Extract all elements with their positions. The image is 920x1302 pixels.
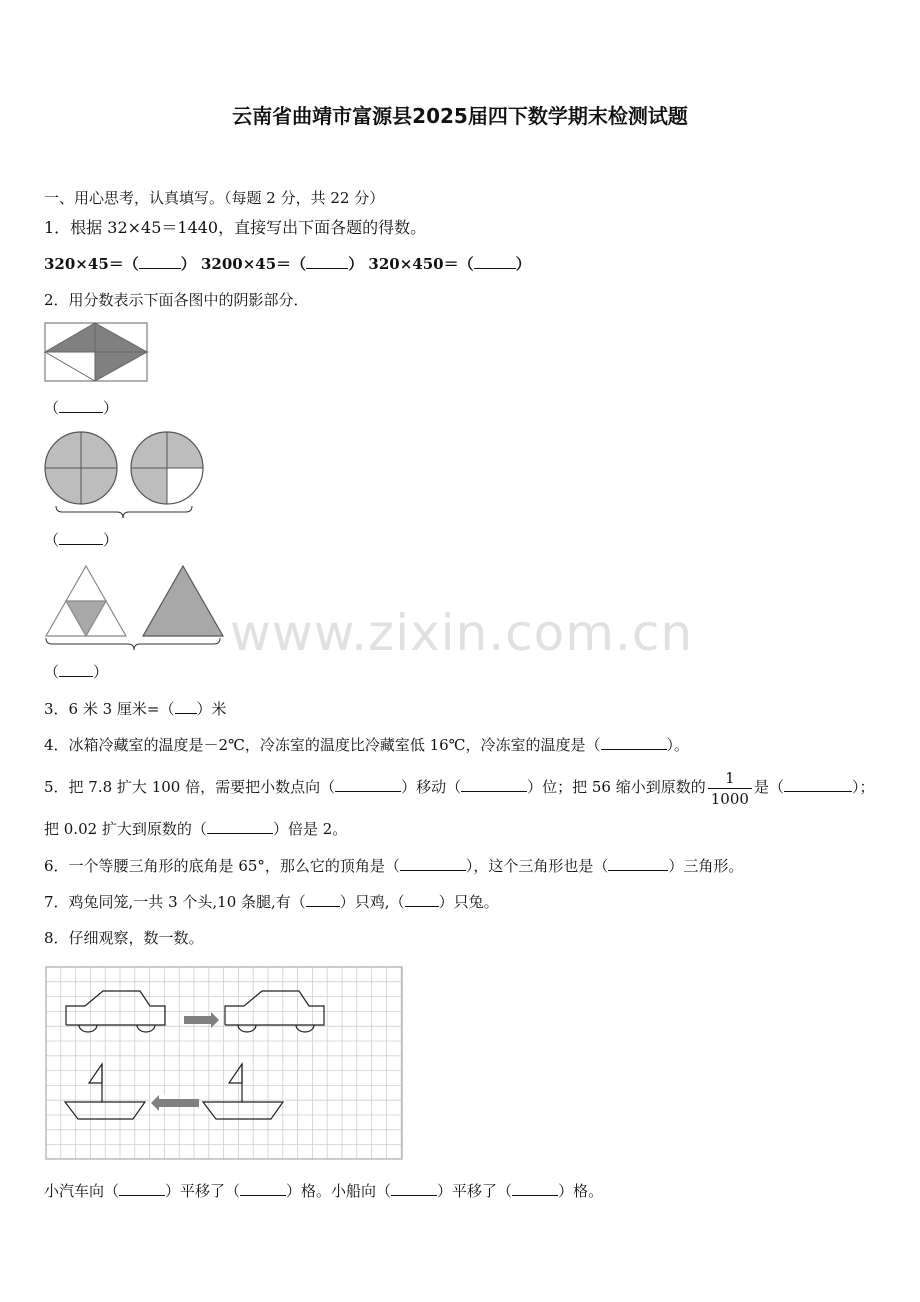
q1-stem: 1．根据 32×45＝1440，直接写出下面各题的得数。 [44,218,427,237]
answer-blank[interactable] [175,699,197,714]
answer-blank[interactable] [784,777,852,792]
q1-answers: 320×45＝（ ） 3200×45＝（ ） 320×450＝（ ） [44,255,531,273]
q6: 6．一个等腰三角形的底角是 65°，那么它的顶角是（ ），这个三角形也是（ ）三角形。 [44,857,744,875]
answer-blank[interactable] [512,1181,558,1196]
q2-stem: 2．用分数表示下面各图中的阴影部分． [44,291,309,309]
q5-line1: 5．把 7.8 扩大 100 倍，需要把小数点向（ ）移动（ ）位；把 56 缩小到原数的 $\frac{1}{1000}$ 是（ ）； [44,768,875,808]
q8-answers: 小汽车向（ ）平移了（ ）格。小船向（ ）平移了（ ）格。 [44,1182,604,1200]
boat-right [203,1064,283,1119]
rectangle-figure [44,322,150,384]
right-arrow-icon [184,1012,219,1028]
answer-blank[interactable] [608,856,668,871]
answer-blank[interactable] [207,819,273,834]
answer-blank[interactable] [59,398,103,413]
q7: 7．鸡兔同笼,一共 3 个头,10 条腿,有（ ）只鸡,（ ）只兔。 [44,893,499,911]
answer-blank[interactable] [306,892,340,907]
q3: 3．6 米 3 厘米=（ ）米 [44,700,227,718]
left-arrow-shape [151,1095,199,1111]
translation-grid-figure [45,966,405,1162]
section-heading: 一、用心思考，认真填写。（每题 2 分，共 22 分） [44,189,385,207]
q8-stem: 8．仔细观察，数一数。 [44,929,204,947]
fraction: $\frac{1}{1000}$ [708,768,752,809]
answer-blank[interactable] [391,1181,437,1196]
q2-answer-1: （ ） [44,399,119,417]
triangles-figure [42,562,228,654]
answer-blank[interactable] [601,735,667,750]
answer-blank[interactable] [461,777,527,792]
answer-blank[interactable] [240,1181,286,1196]
grid-lines [46,967,402,1159]
answer-blank[interactable] [306,254,348,269]
answer-blank[interactable] [59,662,93,677]
watermark: www.zixin.com.cn [230,604,694,662]
answer-blank[interactable] [474,254,516,269]
answer-blank[interactable] [400,856,466,871]
q2-answer-2: （ ） [44,531,119,549]
answer-blank[interactable] [335,777,401,792]
q2-answer-3: （ ） [44,663,109,681]
answer-blank[interactable] [405,892,439,907]
answer-blank[interactable] [139,254,181,269]
q4: 4．冰箱冷藏室的温度是－2℃，冷冻室的温度比冷藏室低 16℃，冷冻室的温度是（ ）。 [44,736,690,754]
circles-figure [42,430,208,522]
answer-blank[interactable] [119,1181,165,1196]
page-title: 云南省曲靖市富源县2025届四下数学期末检测试题 [232,104,688,128]
answer-blank[interactable] [59,530,103,545]
q5-line2: 把 0.02 扩大到原数的（ ）倍是 2。 [44,820,348,838]
